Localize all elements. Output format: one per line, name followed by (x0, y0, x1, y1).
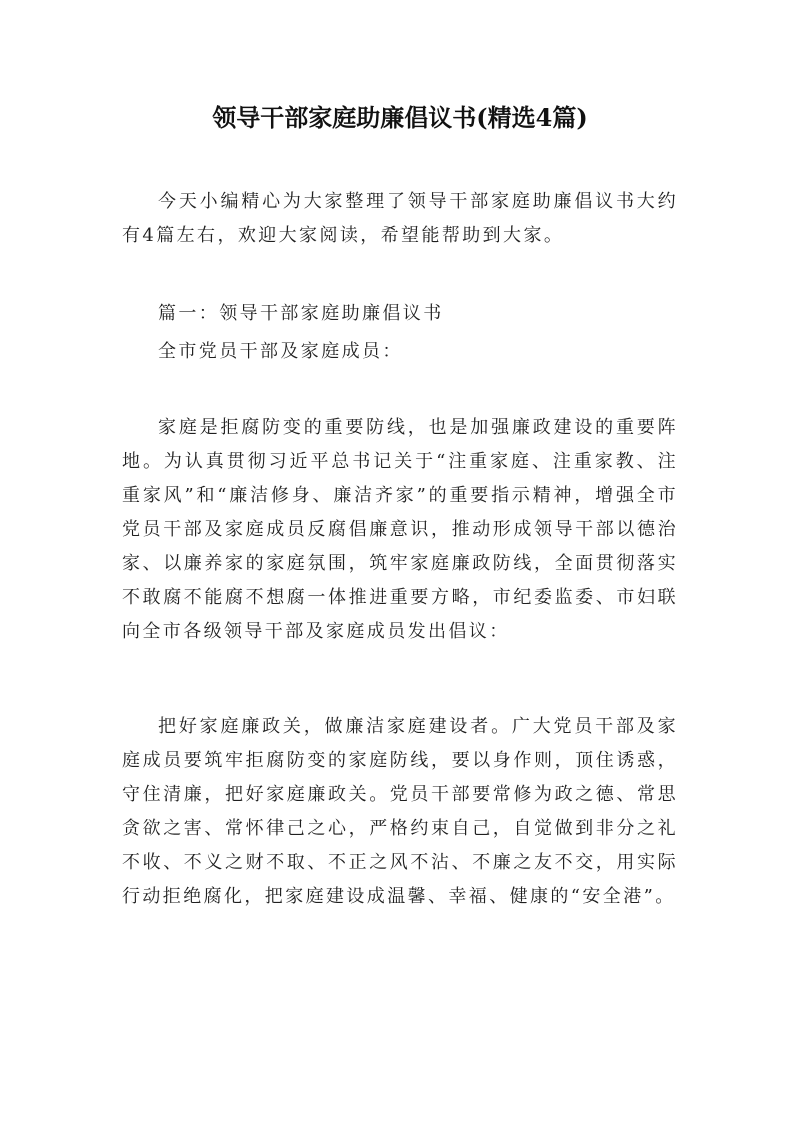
salutation: 全市党员干部及家庭成员： (158, 341, 403, 362)
section-heading: 篇一：领导干部家庭助廉倡议书 (158, 303, 444, 324)
document-title: 领导干部家庭助廉倡议书(精选4篇) (212, 103, 588, 132)
intro-paragraph: 今天小编精心为大家整理了领导干部家庭助廉倡议书大约有4篇左右，欢迎大家阅读，希望能帮助到大家。 (122, 191, 678, 246)
body-paragraph: 把好家庭廉政关，做廉洁家庭建设者。广大党员干部及家庭成员要筑牢拒腐防变的家庭防线，要以身作则，顶住诱惑，守住清廉，把好家庭廉政关。党员干部要常修为政之德、常思贪欲之害、常怀律己之心，严格约束自己，自觉做到非分之礼不收、不义之财不取、不正之风不沾、不廉之友不交，用实际行动拒绝腐化，把家庭建设成温馨、幸福、健康的“安全港”。 (122, 716, 678, 907)
body-paragraph: 家庭是拒腐防变的重要防线，也是加强廉政建设的重要阵地。为认真贯彻习近平总书记关于“注重家庭、注重家教、注重家风”和“廉洁修身、廉洁齐家”的重要指示精神，增强全市党员干部及家庭成员反腐倡廉意识，推动形成领导干部以德治家、以廉养家的家庭氛围，筑牢家庭廉政防线，全面贯彻落实不敢腐不能腐不想腐一体推进重要方略，市纪委监委、市妇联向全市各级领导干部及家庭成员发出倡议： (122, 417, 678, 642)
